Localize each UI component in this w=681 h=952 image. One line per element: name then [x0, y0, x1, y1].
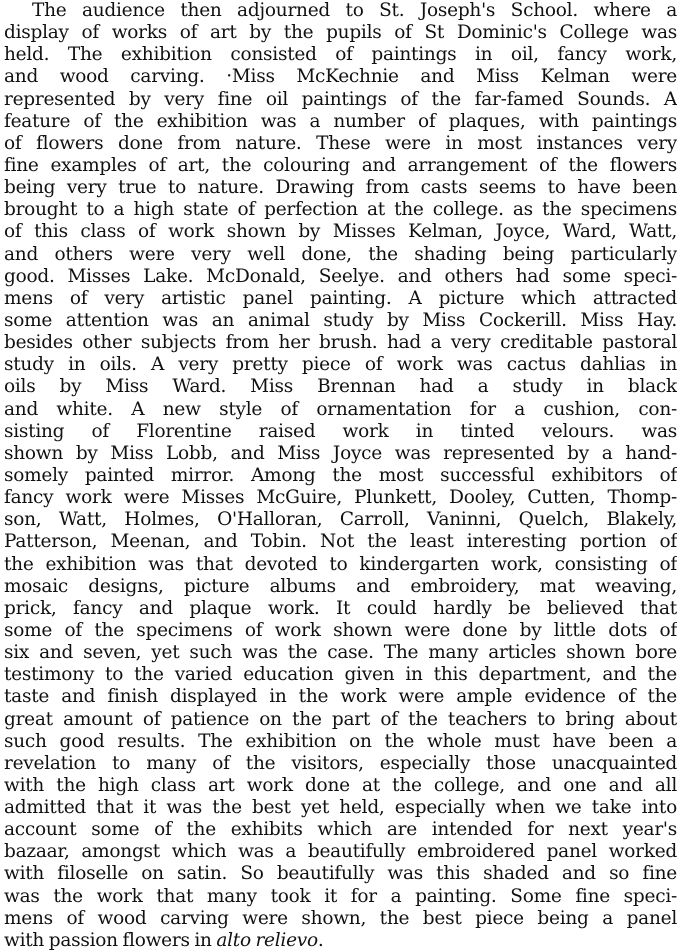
text-line: mosaic designs, picture albums and embroidery, mat weaving, [4, 575, 677, 597]
text-line: shown by Miss Lobb, and Miss Joyce was represented by a hand- [4, 442, 677, 464]
italic-phrase: alto relievo [216, 929, 318, 951]
text-line: such good results. The exhibition on the whole must have been a [4, 730, 677, 752]
text-line: taste and finish displayed in the work were ample evidence of the [4, 686, 677, 708]
text-line: testimony to the varied education given in this department, and the [4, 664, 677, 686]
text-line: feature of the exhibition was a number of plaques, with paintings [4, 110, 677, 132]
text-line: oils by Miss Ward. Miss Brennan had a study in black [4, 376, 677, 398]
final-period: . [317, 929, 324, 951]
text-line: represented by very fine oil paintings of the far-famed Sounds. A [4, 88, 677, 110]
text-line: good. Misses Lake. McDonald, Seelye. and others had some speci- [4, 265, 677, 287]
text-line: sisting of Florentine raised work in tinted velours. was [4, 420, 677, 442]
text-line: some attention was an animal study by Miss Cockerill. Miss Hay. [4, 309, 677, 331]
article-text [4, 0, 677, 952]
text-line: display of works of art by the pupils of St Dominic's College was [4, 22, 677, 44]
text-line: being very true to nature. Drawing from casts seems to have been [4, 177, 677, 199]
text-line: was the work that many took it for a painting. Some fine speci- [4, 885, 677, 907]
text-line: Patterson, Meenan, and Tobin. Not the least interesting portion of [4, 531, 677, 553]
text-line: some of the specimens of work shown were done by little dots of [4, 619, 677, 641]
text-line: of flowers done from nature. These were in most instances very [4, 132, 677, 154]
text-line: and wood carving. ·Miss McKechnie and Miss Kelman were [4, 66, 677, 88]
text-line: bazaar, amongst which was a beautifully embroidered panel worked [4, 841, 677, 863]
text-line: son, Watt, Holmes, O'Halloran, Carroll, Vaninni, Quelch, Blakely, [4, 509, 677, 531]
text-line: somely painted mirror. Among the most successful exhibitors of [4, 464, 677, 486]
text-line: mens of very artistic panel painting. A picture which attracted [4, 287, 677, 309]
text-line: fine examples of art, the colouring and arrangement of the flowers [4, 154, 677, 176]
text-line: the exhibition was that devoted to kindergarten work, consisting of [4, 553, 677, 575]
text-line: prick, fancy and plaque work. It could hardly be believed that [4, 597, 677, 619]
text-line: revelation to many of the visitors, especially those unacquainted [4, 752, 677, 774]
text-line: fancy work were Misses McGuire, Plunkett, Dooley, Cutten, Thomp- [4, 487, 677, 509]
text-line: and others were very well done, the shading being particularly [4, 243, 677, 265]
text-line: of this class of work shown by Misses Kelman, Joyce, Ward, Watt, [4, 221, 677, 243]
text-line: with filoselle on satin. So beautifully was this shaded and so fine [4, 863, 677, 885]
text-line: account some of the exhibits which are intended for next year's [4, 819, 677, 841]
text-line: with the high class art work done at the college, and one and all [4, 774, 677, 796]
text-line: The audience then adjourned to St. Joseph's School. where a [32, 0, 677, 21]
text-line: and white. A new style of ornamentation for a cushion, con- [4, 398, 677, 420]
final-line-text: with passion flowers in [4, 929, 217, 951]
text-line: study in oils. A very pretty piece of work was cactus dahlias in [4, 354, 677, 376]
text-line-final [4, 930, 677, 952]
text-line: great amount of patience on the part of the teachers to bring about [4, 708, 677, 730]
text-line: brought to a high state of perfection at the college. as the specimens [4, 199, 677, 221]
text-line: besides other subjects from her brush. had a very creditable pastoral [4, 332, 677, 354]
text-line: mens of wood carving were shown, the best piece being a panel [4, 907, 677, 929]
text-line: held. The exhibition consisted of paintings in oil, fancy work, [4, 44, 677, 66]
text-line: admitted that it was the best yet held, especially when we take into [4, 797, 677, 819]
text-line: six and seven, yet such was the case. The many articles shown bore [4, 642, 677, 664]
